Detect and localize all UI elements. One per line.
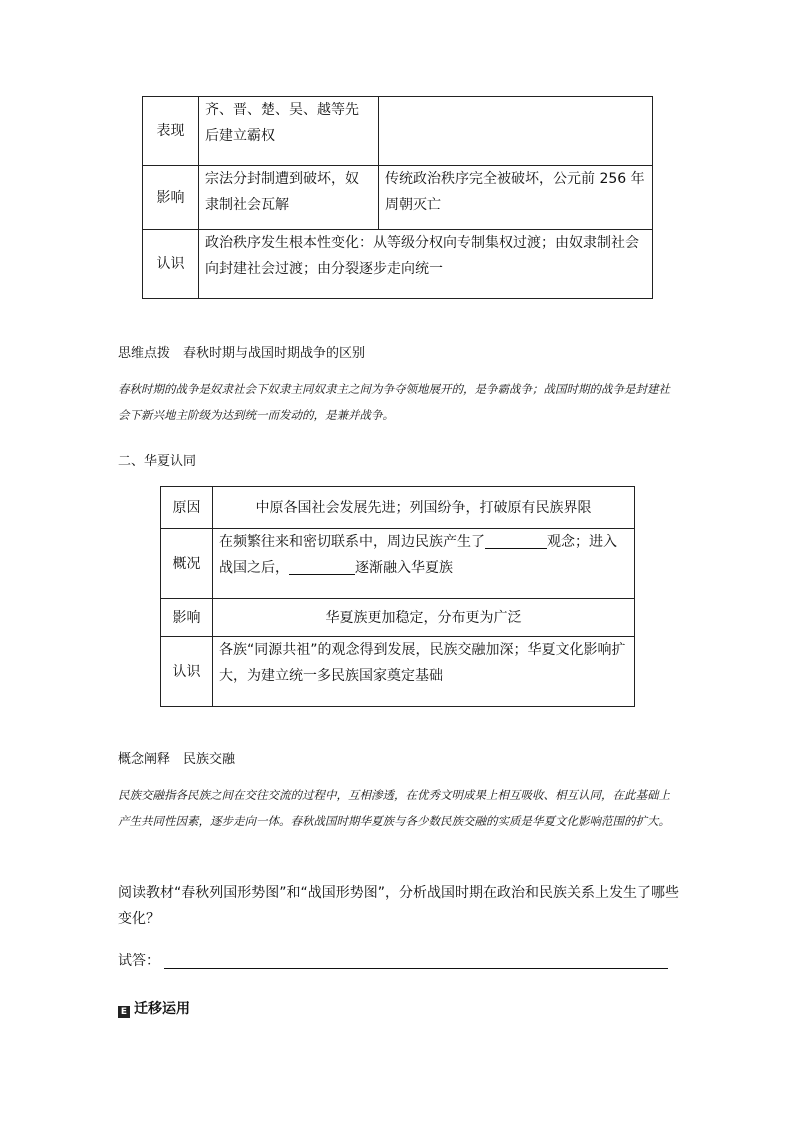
answer-input[interactable] [164, 952, 668, 969]
table-cell: 传统政治秩序完全被破坏，公元前 256 年周朝灭亡 [379, 166, 653, 230]
concept-text: 民族交融指各民族之间在交往交流的过程中，互相渗透，在优秀文明成果上相互吸收、相互认同，在此基础上产生共同性因素，逐步走向一体。春秋战国时期华夏族与各少数民族交融的实质是华夏文化影响范围的扩大。 [118, 788, 670, 828]
tip-text: 春秋时期的战争是奴隶社会下奴隶主同奴隶主之间为争夺领地展开的，是争霸战争；战国时期的战争是封建社会下新兴地主阶级为达到统一而发动的，是兼并战争。 [118, 382, 670, 422]
question-text: 阅读教材“春秋列国形势图”和“战国形势图”，分析战国时期在政治和民族关系上发生了哪些变化？ [118, 885, 680, 927]
transfer-label: 迁移运用 [134, 1001, 190, 1017]
table-row [161, 637, 635, 707]
row-label: 影响 [143, 166, 199, 230]
table-cell: 齐、晋、楚、吴、越等先后建立霸权 [199, 97, 379, 166]
section-heading: 二、华夏认同 [118, 454, 197, 469]
fill-blank[interactable] [485, 532, 547, 549]
row-label: 影响 [161, 599, 213, 637]
transfer-heading [118, 998, 190, 1018]
row-label: 认识 [161, 637, 213, 707]
fill-blank[interactable] [289, 558, 355, 575]
section-badge-icon: E [118, 1006, 130, 1018]
row-label: 原因 [161, 487, 213, 529]
table-row [161, 487, 635, 529]
row-label: 表现 [143, 97, 199, 166]
row-label: 概况 [161, 529, 213, 599]
overview-text-c: 逐渐融入华夏族 [355, 560, 453, 576]
table-row [143, 97, 653, 166]
table-cell: 华夏族更加稳定，分布更为广泛 [213, 599, 635, 637]
table-row [143, 166, 653, 230]
table-huaxia [160, 486, 635, 707]
table-cell: 中原各国社会发展先进；列国纷争，打破原有民族界限 [213, 487, 635, 529]
table-spring-autumn [142, 96, 653, 299]
tip-title: 思维点拨 春秋时期与战国时期战争的区别 [118, 346, 366, 361]
table-cell [213, 529, 635, 599]
overview-text-b: 观念；进入战国之后， [219, 534, 617, 576]
row-label: 认识 [143, 230, 199, 299]
table-row [143, 230, 653, 299]
table-row [161, 599, 635, 637]
concept-title: 概念阐释 民族交融 [118, 752, 236, 767]
table-row [161, 529, 635, 599]
answer-row [118, 950, 668, 970]
table-cell: 宗法分封制遭到破坏，奴隶制社会瓦解 [199, 166, 379, 230]
table-cell: 政治秩序发生根本性变化：从等级分权向专制集权过渡；由奴隶制社会向封建社会过渡；由分裂逐步走向统一 [199, 230, 653, 299]
table-cell [379, 97, 653, 166]
overview-text-a: 在频繁往来和密切联系中，周边民族产生了 [219, 534, 485, 550]
table-cell: 各族“同源共祖”的观念得到发展，民族交融加深；华夏文化影响扩大，为建立统一多民族国家奠定基础 [213, 637, 635, 707]
answer-label: 试答： [118, 953, 160, 969]
